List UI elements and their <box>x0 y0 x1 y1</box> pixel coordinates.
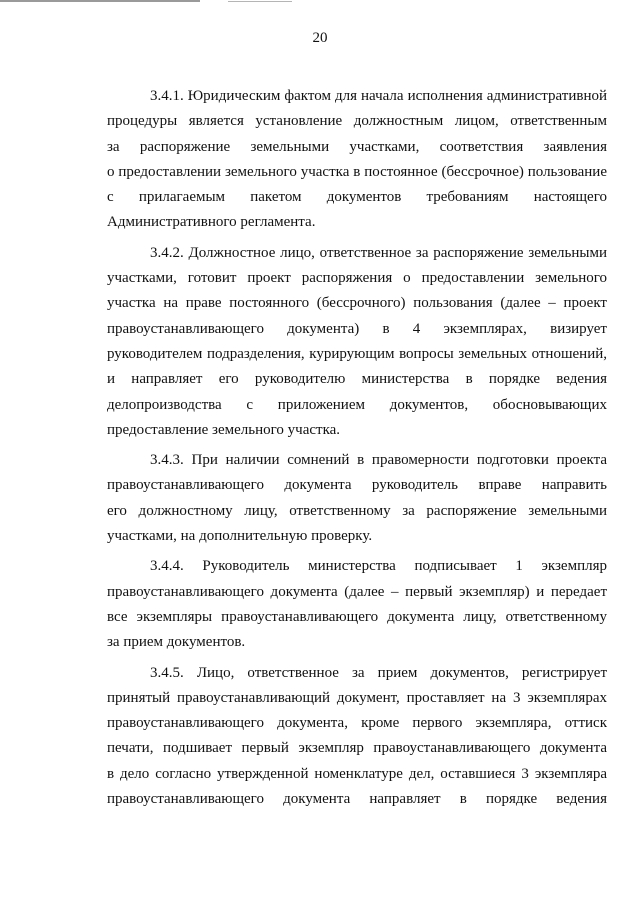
text-line: правоустанавливающего документа (далее – первый экземпляр) и передает <box>107 583 607 600</box>
text-line: правоустанавливающего документа) в 4 экземплярах, визирует <box>107 320 607 337</box>
paragraph-3-4-2 <box>107 241 607 443</box>
text-line: 3.4.3. При наличии сомнений в правомерности подготовки проекта <box>150 452 607 469</box>
text-line: его должностному лицу, ответственному за распоряжение земельными <box>107 502 607 519</box>
text-line: правоустанавливающего документа направляет в порядке ведения <box>107 791 607 808</box>
text-line: руководителем подразделения, курирующим вопросы земельных отношений, <box>107 345 607 362</box>
text-line: участками, на дополнительную проверку. <box>107 528 373 545</box>
paragraph-3-4-1 <box>107 84 607 236</box>
text-line: принятый правоустанавливающий документ, проставляет на 3 экземплярах <box>107 689 607 706</box>
text-line: все экземпляры правоустанавливающего документа лицу, ответственному <box>107 608 607 625</box>
text-line: 3.4.2. Должностное лицо, ответственное за распоряжение земельными <box>150 244 607 261</box>
document-body <box>107 84 607 817</box>
text-line: правоустанавливающего документа, кроме первого экземпляра, оттиск <box>107 715 607 732</box>
text-line: 3.4.1. Юридическим фактом для начала исполнения административной <box>150 88 607 104</box>
text-line: Административного регламента. <box>107 214 316 231</box>
text-line: о предоставлении земельного участка в постоянное (бессрочное) пользование <box>107 163 607 180</box>
text-line: в дело согласно утвержденной номенклатуре дел, оставшиеся 3 экземпляра <box>107 765 607 782</box>
text-line: 3.4.4. Руководитель министерства подписывает 1 экземпляр <box>150 558 607 575</box>
page-number: 20 <box>312 30 328 46</box>
text-line: участками, готовит проект распоряжения о предоставлении земельного <box>107 270 607 287</box>
text-line: и направляет его руководителю министерства в порядке ведения <box>107 371 607 388</box>
paragraph-3-4-4 <box>107 554 607 655</box>
text-line: за прием документов. <box>107 634 246 651</box>
text-line: с прилагаемым пакетом документов требованиям настоящего <box>107 189 607 206</box>
text-line: правоустанавливающего документа руководитель вправе направить <box>107 477 607 494</box>
text-line: процедуры является установление должностным лицом, ответственным <box>107 113 607 130</box>
text-line: участка на праве постоянного (бессрочного) пользования (далее – проект <box>107 295 607 312</box>
text-line: предоставление земельного участка. <box>107 421 341 438</box>
text-line: 3.4.5. Лицо, ответственное за прием документов, регистрирует <box>150 664 607 681</box>
paragraph-3-4-5 <box>107 661 607 813</box>
text-line: за распоряжение земельными участками, соответствия заявления <box>107 138 607 155</box>
paragraph-3-4-3 <box>107 448 607 549</box>
text-line: печати, подшивает первый экземпляр правоустанавливающего документа <box>107 740 607 757</box>
scan-edge-line <box>228 1 292 2</box>
scan-edge-line <box>0 0 200 2</box>
text-line: делопроизводства с приложением документов, обосновывающих <box>107 396 607 413</box>
